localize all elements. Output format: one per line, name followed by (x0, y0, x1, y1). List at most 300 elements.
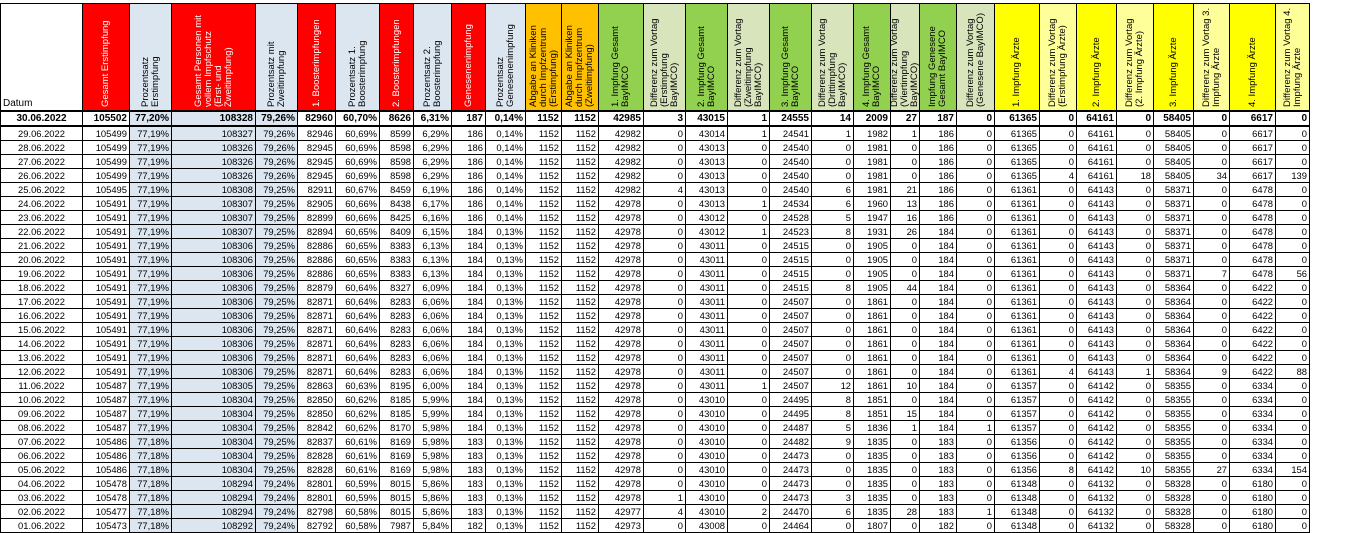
value-cell[interactable]: 64142 (1077, 449, 1117, 463)
value-cell[interactable]: 182 (920, 519, 957, 533)
value-cell[interactable]: 24487 (770, 421, 812, 435)
value-cell[interactable]: 61357 (995, 421, 1040, 435)
value-cell[interactable]: 108294 (172, 477, 256, 491)
value-cell[interactable]: 6334 (1230, 463, 1276, 477)
value-cell[interactable]: 60,64% (336, 295, 380, 309)
value-cell[interactable]: 64143 (1077, 295, 1117, 309)
value-cell[interactable]: 82801 (298, 491, 336, 505)
value-cell[interactable]: 0 (1276, 126, 1310, 141)
value-cell[interactable]: 0 (1194, 519, 1230, 533)
value-cell[interactable]: 0 (1117, 295, 1154, 309)
value-cell[interactable]: 0 (1117, 239, 1154, 253)
value-cell[interactable]: 64161 (1077, 169, 1117, 183)
value-cell[interactable]: 1 (957, 421, 995, 435)
value-cell[interactable]: 184 (452, 253, 486, 267)
value-cell[interactable]: 82946 (298, 126, 336, 141)
value-cell[interactable]: 1152 (562, 449, 599, 463)
value-cell[interactable]: 82871 (298, 295, 336, 309)
value-cell[interactable]: 108306 (172, 295, 256, 309)
value-cell[interactable]: 0 (728, 281, 770, 295)
value-cell[interactable]: 24540 (770, 155, 812, 169)
value-cell[interactable]: 64161 (1077, 126, 1117, 141)
value-cell[interactable]: 43010 (686, 435, 728, 449)
value-cell[interactable]: 5,98% (414, 449, 452, 463)
value-cell[interactable]: 43013 (686, 155, 728, 169)
value-cell[interactable]: 43011 (686, 379, 728, 393)
value-cell[interactable]: 24540 (770, 169, 812, 183)
value-cell[interactable]: 79,26% (256, 111, 298, 126)
value-cell[interactable]: 0 (957, 463, 995, 477)
value-cell[interactable]: 58371 (1154, 197, 1194, 211)
value-cell[interactable]: 0 (1276, 295, 1310, 309)
value-cell[interactable]: 5,98% (414, 421, 452, 435)
value-cell[interactable]: 60,66% (336, 211, 380, 225)
value-cell[interactable]: 8383 (380, 239, 414, 253)
value-cell[interactable]: 0 (1276, 337, 1310, 351)
value-cell[interactable]: 105486 (83, 435, 130, 449)
value-cell[interactable]: 186 (452, 141, 486, 155)
value-cell[interactable]: 0 (1194, 126, 1230, 141)
value-cell[interactable]: 187 (452, 111, 486, 126)
value-cell[interactable]: 183 (452, 491, 486, 505)
value-cell[interactable]: 24473 (770, 491, 812, 505)
value-cell[interactable]: 108304 (172, 435, 256, 449)
value-cell[interactable]: 108327 (172, 126, 256, 141)
value-cell[interactable]: 64132 (1077, 505, 1117, 519)
value-cell[interactable]: 77,19% (130, 183, 172, 197)
value-cell[interactable]: 105491 (83, 337, 130, 351)
value-cell[interactable]: 0 (1194, 323, 1230, 337)
value-cell[interactable]: 6 (812, 183, 854, 197)
value-cell[interactable]: 42985 (599, 111, 644, 126)
date-cell[interactable]: 11.06.2022 (1, 379, 83, 393)
value-cell[interactable]: 0 (1276, 435, 1310, 449)
value-cell[interactable]: 43012 (686, 211, 728, 225)
value-cell[interactable]: 105486 (83, 463, 130, 477)
value-cell[interactable]: 108326 (172, 141, 256, 155)
value-cell[interactable]: 1861 (854, 323, 891, 337)
value-cell[interactable]: 6 (812, 505, 854, 519)
value-cell[interactable]: 6,29% (414, 155, 452, 169)
value-cell[interactable]: 64161 (1077, 111, 1117, 126)
value-cell[interactable]: 60,59% (336, 491, 380, 505)
value-cell[interactable]: 64142 (1077, 393, 1117, 407)
value-cell[interactable]: 0 (1117, 421, 1154, 435)
value-cell[interactable]: 43013 (686, 141, 728, 155)
value-cell[interactable]: 1152 (562, 393, 599, 407)
value-cell[interactable]: 0 (891, 239, 920, 253)
value-cell[interactable]: 77,18% (130, 491, 172, 505)
value-cell[interactable]: 108304 (172, 393, 256, 407)
value-cell[interactable]: 108306 (172, 337, 256, 351)
value-cell[interactable]: 0 (728, 491, 770, 505)
value-cell[interactable]: 0 (1194, 281, 1230, 295)
value-cell[interactable]: 1807 (854, 519, 891, 533)
value-cell[interactable]: 6,19% (414, 183, 452, 197)
value-cell[interactable]: 8170 (380, 421, 414, 435)
value-cell[interactable]: 82871 (298, 309, 336, 323)
value-cell[interactable]: 0 (957, 295, 995, 309)
value-cell[interactable]: 1835 (854, 435, 891, 449)
value-cell[interactable]: 24507 (770, 323, 812, 337)
value-cell[interactable]: 183 (452, 449, 486, 463)
value-cell[interactable]: 1861 (854, 351, 891, 365)
value-cell[interactable]: 0,14% (486, 197, 526, 211)
value-cell[interactable]: 0 (1276, 421, 1310, 435)
value-cell[interactable]: 8 (812, 407, 854, 421)
value-cell[interactable]: 82801 (298, 477, 336, 491)
value-cell[interactable]: 3 (812, 491, 854, 505)
value-cell[interactable]: 0 (957, 309, 995, 323)
value-cell[interactable]: 0 (644, 379, 686, 393)
value-cell[interactable]: 60,67% (336, 183, 380, 197)
value-cell[interactable]: 1931 (854, 225, 891, 239)
value-cell[interactable]: 0 (1117, 111, 1154, 126)
value-cell[interactable]: 64143 (1077, 183, 1117, 197)
value-cell[interactable]: 64143 (1077, 267, 1117, 281)
value-cell[interactable]: 1152 (562, 267, 599, 281)
value-cell[interactable]: 24540 (770, 183, 812, 197)
value-cell[interactable]: 79,25% (256, 407, 298, 421)
value-cell[interactable]: 108307 (172, 197, 256, 211)
value-cell[interactable]: 0 (1040, 197, 1077, 211)
value-cell[interactable]: 108306 (172, 267, 256, 281)
value-cell[interactable]: 61357 (995, 393, 1040, 407)
date-cell[interactable]: 15.06.2022 (1, 323, 83, 337)
value-cell[interactable]: 0 (1194, 155, 1230, 169)
value-cell[interactable]: 0 (1117, 267, 1154, 281)
value-cell[interactable]: 79,24% (256, 477, 298, 491)
date-cell[interactable]: 14.06.2022 (1, 337, 83, 351)
value-cell[interactable]: 186 (920, 141, 957, 155)
date-cell[interactable]: 19.06.2022 (1, 267, 83, 281)
value-cell[interactable]: 77,20% (130, 111, 172, 126)
value-cell[interactable]: 42978 (599, 477, 644, 491)
value-cell[interactable]: 183 (920, 435, 957, 449)
value-cell[interactable]: 64142 (1077, 435, 1117, 449)
value-cell[interactable]: 60,69% (336, 141, 380, 155)
value-cell[interactable]: 77,19% (130, 155, 172, 169)
value-cell[interactable]: 79,24% (256, 491, 298, 505)
value-cell[interactable]: 184 (452, 267, 486, 281)
value-cell[interactable]: 77,19% (130, 407, 172, 421)
value-cell[interactable]: 8195 (380, 379, 414, 393)
value-cell[interactable]: 184 (452, 351, 486, 365)
value-cell[interactable]: 0,13% (486, 393, 526, 407)
value-cell[interactable]: 105487 (83, 407, 130, 421)
value-cell[interactable]: 186 (920, 169, 957, 183)
value-cell[interactable]: 1152 (526, 169, 562, 183)
value-cell[interactable]: 1 (728, 197, 770, 211)
value-cell[interactable]: 187 (920, 111, 957, 126)
value-cell[interactable]: 1152 (526, 225, 562, 239)
value-cell[interactable]: 0 (1276, 407, 1310, 421)
value-cell[interactable]: 79,25% (256, 421, 298, 435)
value-cell[interactable]: 24507 (770, 337, 812, 351)
value-cell[interactable]: 108304 (172, 463, 256, 477)
value-cell[interactable]: 61361 (995, 337, 1040, 351)
value-cell[interactable]: 184 (452, 407, 486, 421)
value-cell[interactable]: 0 (1276, 111, 1310, 126)
value-cell[interactable]: 0 (957, 337, 995, 351)
value-cell[interactable]: 43010 (686, 477, 728, 491)
value-cell[interactable]: 1152 (526, 463, 562, 477)
value-cell[interactable]: 1152 (562, 323, 599, 337)
value-cell[interactable]: 2009 (854, 111, 891, 126)
value-cell[interactable]: 24555 (770, 111, 812, 126)
value-cell[interactable]: 108326 (172, 169, 256, 183)
value-cell[interactable]: 8283 (380, 365, 414, 379)
value-cell[interactable]: 1152 (562, 183, 599, 197)
value-cell[interactable]: 0 (1194, 393, 1230, 407)
value-cell[interactable]: 108304 (172, 449, 256, 463)
value-cell[interactable]: 186 (920, 155, 957, 169)
value-cell[interactable]: 6 (812, 197, 854, 211)
value-cell[interactable]: 108294 (172, 505, 256, 519)
value-cell[interactable]: 42978 (599, 393, 644, 407)
date-cell[interactable]: 01.06.2022 (1, 519, 83, 533)
value-cell[interactable]: 10 (1117, 463, 1154, 477)
value-cell[interactable]: 77,18% (130, 435, 172, 449)
value-cell[interactable]: 184 (920, 281, 957, 295)
value-cell[interactable]: 82886 (298, 239, 336, 253)
value-cell[interactable]: 0 (1276, 239, 1310, 253)
value-cell[interactable]: 1152 (526, 407, 562, 421)
value-cell[interactable]: 6422 (1230, 309, 1276, 323)
value-cell[interactable]: 0 (728, 169, 770, 183)
value-cell[interactable]: 8283 (380, 337, 414, 351)
date-cell[interactable]: 25.06.2022 (1, 183, 83, 197)
value-cell[interactable]: 43012 (686, 225, 728, 239)
value-cell[interactable]: 43010 (686, 505, 728, 519)
value-cell[interactable]: 61357 (995, 379, 1040, 393)
value-cell[interactable]: 0 (1276, 379, 1310, 393)
value-cell[interactable]: 0 (644, 337, 686, 351)
value-cell[interactable]: 6,16% (414, 211, 452, 225)
value-cell[interactable]: 0 (891, 449, 920, 463)
value-cell[interactable]: 0 (1194, 449, 1230, 463)
value-cell[interactable]: 8409 (380, 225, 414, 239)
value-cell[interactable]: 1 (1117, 365, 1154, 379)
value-cell[interactable]: 79,25% (256, 239, 298, 253)
value-cell[interactable]: 0 (1117, 393, 1154, 407)
value-cell[interactable]: 0,14% (486, 155, 526, 169)
value-cell[interactable]: 186 (452, 169, 486, 183)
value-cell[interactable]: 0 (728, 365, 770, 379)
value-cell[interactable]: 0 (644, 281, 686, 295)
value-cell[interactable]: 24473 (770, 463, 812, 477)
value-cell[interactable]: 0 (644, 477, 686, 491)
value-cell[interactable]: 1152 (562, 253, 599, 267)
value-cell[interactable]: 18 (1117, 169, 1154, 183)
value-cell[interactable]: 0 (1117, 379, 1154, 393)
value-cell[interactable]: 0 (812, 309, 854, 323)
value-cell[interactable]: 61356 (995, 449, 1040, 463)
value-cell[interactable]: 1152 (562, 351, 599, 365)
value-cell[interactable]: 1152 (562, 407, 599, 421)
value-cell[interactable]: 184 (920, 309, 957, 323)
value-cell[interactable]: 1152 (562, 309, 599, 323)
value-cell[interactable]: 61361 (995, 309, 1040, 323)
value-cell[interactable]: 0 (1276, 351, 1310, 365)
value-cell[interactable]: 1905 (854, 267, 891, 281)
value-cell[interactable]: 1851 (854, 407, 891, 421)
value-cell[interactable]: 58364 (1154, 295, 1194, 309)
value-cell[interactable]: 1152 (562, 111, 599, 126)
value-cell[interactable]: 61357 (995, 407, 1040, 421)
value-cell[interactable]: 0 (1040, 155, 1077, 169)
value-cell[interactable]: 8599 (380, 126, 414, 141)
value-cell[interactable]: 1152 (526, 155, 562, 169)
value-cell[interactable]: 184 (452, 309, 486, 323)
value-cell[interactable]: 82879 (298, 281, 336, 295)
value-cell[interactable]: 1152 (526, 379, 562, 393)
value-cell[interactable]: 77,19% (130, 323, 172, 337)
value-cell[interactable]: 0 (728, 519, 770, 533)
value-cell[interactable]: 105478 (83, 477, 130, 491)
value-cell[interactable]: 108307 (172, 225, 256, 239)
value-cell[interactable]: 5,98% (414, 463, 452, 477)
value-cell[interactable]: 1982 (854, 126, 891, 141)
value-cell[interactable]: 0 (644, 407, 686, 421)
value-cell[interactable]: 42978 (599, 337, 644, 351)
value-cell[interactable]: 105495 (83, 183, 130, 197)
value-cell[interactable]: 77,18% (130, 463, 172, 477)
value-cell[interactable]: 82798 (298, 505, 336, 519)
value-cell[interactable]: 183 (452, 477, 486, 491)
value-cell[interactable]: 184 (920, 337, 957, 351)
value-cell[interactable]: 82886 (298, 267, 336, 281)
value-cell[interactable]: 0 (957, 351, 995, 365)
value-cell[interactable]: 27 (1194, 463, 1230, 477)
value-cell[interactable]: 42978 (599, 211, 644, 225)
value-cell[interactable]: 6,06% (414, 365, 452, 379)
value-cell[interactable]: 0 (1194, 421, 1230, 435)
value-cell[interactable]: 43013 (686, 169, 728, 183)
value-cell[interactable]: 61348 (995, 505, 1040, 519)
value-cell[interactable]: 58328 (1154, 505, 1194, 519)
value-cell[interactable]: 0 (1117, 449, 1154, 463)
value-cell[interactable]: 108306 (172, 309, 256, 323)
value-cell[interactable]: 6180 (1230, 477, 1276, 491)
value-cell[interactable]: 64143 (1077, 225, 1117, 239)
value-cell[interactable]: 58355 (1154, 435, 1194, 449)
value-cell[interactable]: 82886 (298, 253, 336, 267)
value-cell[interactable]: 61361 (995, 323, 1040, 337)
value-cell[interactable]: 0 (957, 111, 995, 126)
value-cell[interactable]: 6,13% (414, 239, 452, 253)
value-cell[interactable]: 58371 (1154, 267, 1194, 281)
value-cell[interactable]: 64143 (1077, 351, 1117, 365)
value-cell[interactable]: 8598 (380, 155, 414, 169)
value-cell[interactable]: 1152 (526, 393, 562, 407)
value-cell[interactable]: 79,25% (256, 435, 298, 449)
value-cell[interactable]: 5,86% (414, 491, 452, 505)
value-cell[interactable]: 79,25% (256, 267, 298, 281)
value-cell[interactable]: 1905 (854, 253, 891, 267)
value-cell[interactable]: 58364 (1154, 337, 1194, 351)
value-cell[interactable]: 0 (728, 351, 770, 365)
value-cell[interactable]: 24515 (770, 239, 812, 253)
value-cell[interactable]: 12 (812, 379, 854, 393)
value-cell[interactable]: 0 (1194, 295, 1230, 309)
value-cell[interactable]: 60,64% (336, 365, 380, 379)
value-cell[interactable]: 0 (1276, 323, 1310, 337)
value-cell[interactable]: 1835 (854, 505, 891, 519)
value-cell[interactable]: 82911 (298, 183, 336, 197)
date-cell[interactable]: 16.06.2022 (1, 309, 83, 323)
value-cell[interactable]: 21 (891, 183, 920, 197)
value-cell[interactable]: 0 (1117, 141, 1154, 155)
value-cell[interactable]: 58355 (1154, 379, 1194, 393)
date-cell[interactable]: 21.06.2022 (1, 239, 83, 253)
value-cell[interactable]: 186 (452, 183, 486, 197)
value-cell[interactable]: 108306 (172, 281, 256, 295)
value-cell[interactable]: 24495 (770, 407, 812, 421)
value-cell[interactable]: 77,19% (130, 337, 172, 351)
value-cell[interactable]: 0,13% (486, 281, 526, 295)
date-cell[interactable]: 07.06.2022 (1, 435, 83, 449)
value-cell[interactable]: 105491 (83, 295, 130, 309)
value-cell[interactable]: 24470 (770, 505, 812, 519)
value-cell[interactable]: 0 (1117, 155, 1154, 169)
value-cell[interactable]: 0 (644, 239, 686, 253)
value-cell[interactable]: 43010 (686, 463, 728, 477)
value-cell[interactable]: 184 (452, 379, 486, 393)
value-cell[interactable]: 6334 (1230, 435, 1276, 449)
value-cell[interactable]: 0,13% (486, 449, 526, 463)
value-cell[interactable]: 1152 (526, 351, 562, 365)
value-cell[interactable]: 1835 (854, 491, 891, 505)
value-cell[interactable]: 77,19% (130, 421, 172, 435)
value-cell[interactable]: 184 (920, 365, 957, 379)
value-cell[interactable]: 105491 (83, 197, 130, 211)
value-cell[interactable]: 61361 (995, 281, 1040, 295)
value-cell[interactable]: 82871 (298, 337, 336, 351)
value-cell[interactable]: 0 (1117, 477, 1154, 491)
value-cell[interactable]: 0 (1040, 393, 1077, 407)
value-cell[interactable]: 24507 (770, 309, 812, 323)
value-cell[interactable]: 24507 (770, 351, 812, 365)
value-cell[interactable]: 0 (1194, 337, 1230, 351)
value-cell[interactable]: 79,25% (256, 225, 298, 239)
value-cell[interactable]: 0 (812, 141, 854, 155)
value-cell[interactable]: 16 (891, 211, 920, 225)
value-cell[interactable]: 154 (1276, 463, 1310, 477)
value-cell[interactable]: 0 (812, 295, 854, 309)
value-cell[interactable]: 0 (728, 183, 770, 197)
value-cell[interactable]: 10 (891, 379, 920, 393)
value-cell[interactable]: 1152 (562, 491, 599, 505)
value-cell[interactable]: 60,69% (336, 155, 380, 169)
value-cell[interactable]: 0 (644, 211, 686, 225)
value-cell[interactable]: 6478 (1230, 197, 1276, 211)
value-cell[interactable]: 0 (1276, 309, 1310, 323)
value-cell[interactable]: 43011 (686, 281, 728, 295)
value-cell[interactable]: 0 (1117, 309, 1154, 323)
value-cell[interactable]: 5,98% (414, 435, 452, 449)
value-cell[interactable]: 0 (957, 407, 995, 421)
value-cell[interactable]: 0 (957, 183, 995, 197)
value-cell[interactable]: 60,62% (336, 421, 380, 435)
value-cell[interactable]: 77,19% (130, 351, 172, 365)
value-cell[interactable]: 77,19% (130, 126, 172, 141)
value-cell[interactable]: 6478 (1230, 225, 1276, 239)
value-cell[interactable]: 24534 (770, 197, 812, 211)
value-cell[interactable]: 0 (957, 449, 995, 463)
value-cell[interactable]: 8169 (380, 463, 414, 477)
value-cell[interactable]: 0 (644, 323, 686, 337)
